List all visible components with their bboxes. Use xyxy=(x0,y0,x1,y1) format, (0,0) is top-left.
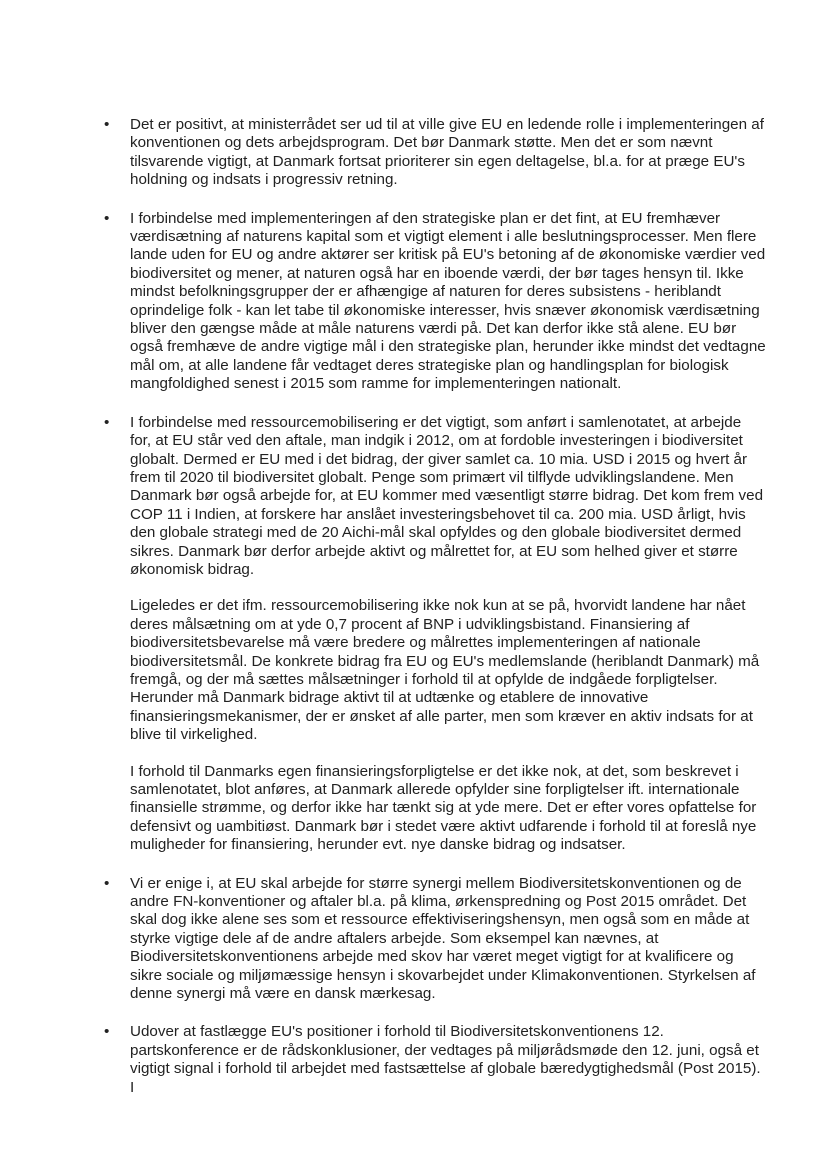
paragraph: Det er positivt, at ministerrådet ser ud til at ville give EU en ledende rolle i implementeringen af konventionen og dets arbejdsprogram. Det bør Danmark støtte. Men det er som nævnt tilsvarende vigtigt, at Danmark fortsat prioriterer sin egen deltagelse, bl.a. for at præge EU's holdning og indsats i progressiv retning. xyxy=(130,116,764,189)
bullet-icon: • xyxy=(104,1023,110,1041)
paragraph: I forbindelse med implementeringen af den strategiske plan er det fint, at EU fremhæver værdisætning af naturens kapital som et vigtigt element i alle beslutningsprocesser. Men flere lande uden for EU og andre aktører ser kritisk på EU's betoning af de økonomiske værdier ved biodiversitet og mener, at naturen også har en iboende værdi, der bør tages hensyn til. Ikke mindst befolkningsgrupper der er afhængige af naturen for deres subsistens - heriblandt oprindelige folk - kan let tabe til økonomiske interesser, hvis snæver økonomisk værdisætning bliver den gængse måde at måle naturens værdi på. Det kan derfor ikke stå alene. EU bør også fremhæve de andre vigtige mål i den strategiske plan, herunder ikke mindst det vedtagne mål om, at alle landene får vedtaget deres strategiske plan og handlingsplan for biologisk mangfoldighed senest i 2015 som ramme for implementeringen nationalt. xyxy=(130,209,766,393)
bullet-item-eu-positions xyxy=(104,1023,766,1097)
bullet-item-eu-leading-role xyxy=(104,116,766,190)
paragraph: I forbindelse med ressourcemobilisering er det vigtigt, som anført i samlenotatet, at arbejde for, at EU står ved den aftale, man indgik i 2012, om at fordoble investeringen i biodiversitet globalt. Dermed er EU med i det bidrag, der giver samlet ca. 10 mia. USD i 2015 og hvert år frem til 2020 til biodiversitet globalt. Penge som primært vil tilflyde udviklingslandene. Men Danmark bør også arbejde for, at EU kommer med væsentligt større bidrag. Det kom frem ved COP 11 i Indien, at forskere har anslået investeringsbehovet til ca. 200 mia. USD årligt, hvis den globale strategi med de 20 Aichi-mål skal opfyldes og den globale biodiversitet dermed sikres. Danmark bør derfor arbejde aktivt og målrettet for, at EU som helhed giver et større økonomisk bidrag. xyxy=(130,413,764,578)
bullet-item-resource-mobilisation xyxy=(104,414,766,855)
paragraph: Ligeledes er det ifm. ressourcemobilisering ikke nok kun at se på, hvorvidt landene har nået deres målsætning om at yde 0,7 procent af BNP i udviklingsbistand. Finansiering af biodiversitetsbevarelse må være bredere og målrettes implementeringen af nationale biodiversitetsmål. De konkrete bidrag fra EU og EU's medlemslande (heriblandt Danmark) må fremgå, og der må sættes målsætninger i forhold til at opfylde de indgåede forpligtelser. Herunder må Danmark bidrage aktivt til at udtænke og etablere de innovative finansieringsmekanismer, der er ønsket af alle parter, men som kræver en aktiv indsats for at blive til virkelighed. xyxy=(130,597,760,744)
document-body xyxy=(104,116,766,1117)
bullet-icon: • xyxy=(104,874,110,892)
paragraph: I forhold til Danmarks egen finansieringsforpligtelse er det ikke nok, at det, som beskrevet i samlenotatet, blot anføres, at Danmark allerede opfylder sine forpligtelser ift. internationale finansielle strømme, og derfor ikke har tænkt sig at yde mere. Det er efter vores opfattelse for defensivt og uambitiøst. Danmark bør i stedet være aktivt udfarende i forhold til at foreslå nye muligheder for finansiering, herunder evt. nye danske bidrag og indsatser. xyxy=(130,762,757,854)
bullet-item-strategic-plan xyxy=(104,210,766,394)
bullet-icon: • xyxy=(104,209,110,227)
paragraph: Vi er enige i, at EU skal arbejde for større synergi mellem Biodiversitetskonventionen og de andre FN-konventioner og aftaler bl.a. på klima, ørkenspredning og Post 2015 området. Det skal dog ikke alene ses som et ressource effektiviseringshensyn, men også som en måde at styrke vigtige dele af de andre aftalers arbejde. Som eksempel kan nævnes, at Biodiversitetskonventionens arbejde med skov har været meget vigtigt for at kvalificere og sikre sociale og miljømæssige hensyn i skovarbejdet under Klimakonventionen. Styrkelsen af denne synergi må være en dansk mærkesag. xyxy=(130,874,756,1003)
bullet-icon: • xyxy=(104,413,110,431)
bullet-item-synergy xyxy=(104,875,766,1004)
paragraph: Udover at fastlægge EU's positioner i forhold til Biodiversitetskonventionens 12. partskonference er de rådskonklusioner, der vedtages på miljørådsmøde den 12. juni, også et vigtigt signal i forhold til arbejdet med fastsættelse af globale bæredygtighedsmål (Post 2015). I xyxy=(130,1023,761,1096)
bullet-icon: • xyxy=(104,116,110,133)
